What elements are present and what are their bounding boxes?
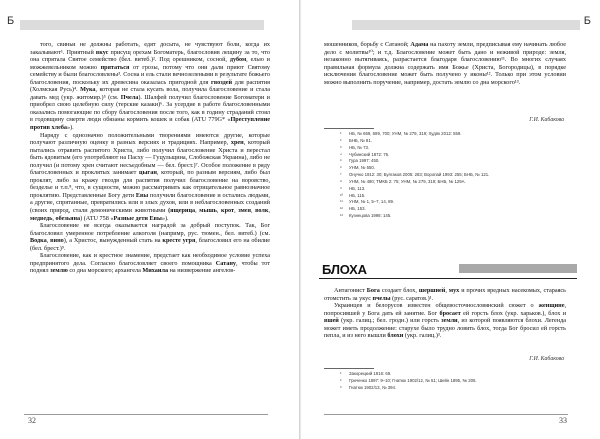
text-run: ³. (437, 332, 442, 340)
text-run: , чтобы тот поднял (30, 259, 270, 275)
text-run: , (445, 287, 449, 294)
footnote-text: НБ, 115. (349, 192, 366, 198)
text-run: ⁵ (см. (103, 93, 121, 101)
bold-term: цыган (139, 169, 157, 177)
author-signature-2: Г.И. Кабакова (529, 356, 564, 362)
bold-term: Пчела (120, 93, 139, 101)
paragraph (30, 222, 270, 252)
footnote-text: НБ, 153. (349, 206, 366, 212)
entry-heading-underline (319, 278, 577, 279)
text-run: , (216, 207, 221, 215)
text-run: ¹³. (514, 78, 521, 86)
footnote-text: БНБ, № 81. (349, 137, 372, 143)
text-run: создает блох, (379, 287, 419, 294)
footnote (340, 131, 565, 138)
text-run: (укр. галиц.; бел. гродн.) или горсть (338, 317, 442, 325)
bold-term: землю (50, 267, 68, 275)
right-intro-text (324, 41, 566, 86)
text-run: (укр. галиц.) (403, 332, 438, 340)
bold-term: шершней (418, 287, 446, 294)
footnote-text: УНМ, № 550. (349, 165, 375, 171)
bold-term: мышь (199, 207, 217, 215)
text-run: ⁴. (73, 86, 81, 94)
text-run: , из которой появляются блохи. Легенда может иметь продолжение: старухе было трудно ловить блох, тогда Бог бросил ей горсть пепла, и из него вышли (324, 317, 566, 340)
bold-term: бросает (439, 309, 461, 317)
footnote-text: Закорецкий 1916: 69. (349, 371, 392, 376)
text-run: ей горсть блох (укр. харьков.), блох и (460, 309, 567, 317)
bold-term: Преступление против хлеба (30, 116, 271, 132)
bold-term: гвоздей (211, 78, 233, 86)
bold-term: пчелы (372, 294, 391, 302)
left-bottom-rule (24, 414, 268, 415)
footnote-text: НБ, 113. (349, 185, 366, 191)
bold-term: медведь (30, 214, 53, 222)
bold-term: (ящерица (168, 207, 196, 215)
footnote-text: Гура 1997: 450. (349, 158, 380, 164)
footnote (340, 193, 565, 200)
left-page-text-column (30, 41, 270, 275)
text-run: , который пытались отравить распятого Христа, либо получил благословение Христа и перестал быть ядовитым (его употребляют на Пасху — Гуцульщина, Слобожская Украина), либо не получил (и потому хрен считают несъедобным — бел. брест.) (30, 139, 270, 169)
footnote-text: Чубинский 1872: 75. (349, 151, 390, 157)
footnote-separator-2 (324, 368, 374, 369)
text-run: ¹. (429, 294, 434, 302)
bold-term: дубом (229, 56, 247, 64)
text-run: Благословение, как и крестное знамение, предстает как необходимое условие успеха предпринятого дела. Согласно благословляет своего помощника (30, 252, 270, 267)
bold-term: земли (441, 317, 458, 325)
footnote (340, 378, 565, 385)
text-run: ³. Сосна и ель стали вечнозелеными в результате божьего благословения, поскольку их древесина оказалась пригодной для (30, 71, 271, 86)
footnote-text: НБ, № 659, 699, 700; УНМ, № 279, 319; Худяк 2012: 559. (349, 131, 462, 136)
left-running-head-band (20, 20, 264, 30)
left-running-letter: Б (7, 15, 15, 27)
footnote-number: ¹³ (340, 213, 343, 219)
footnote-text: Гриченко 1897: 9–10; Гнатюк 1902/12, № 51; Шейн 1895, № 205. (349, 377, 477, 383)
text-run: Наряду с однозначно положительными творениями имеются другие, которые получают различную оценку в разных версиях и традициях. Например, (30, 131, 270, 147)
text-run: на низвержение ангелов- (168, 267, 236, 275)
paragraph (30, 252, 270, 275)
text-run: ). Шалфей получил благословение Богоматери и приобрел свою целебную силу (терские казаки) (30, 93, 270, 109)
text-run: ) (АТU 758 « (80, 214, 114, 222)
footnote (340, 371, 565, 378)
text-run: Антагонист (334, 287, 367, 294)
text-run: ¹¹. Во многих случаях правильная формула должна содержать имя Божье (Христа, Богородицы), в порядке исключения благословение может быть получено у иконы (324, 56, 566, 79)
paragraph (324, 41, 566, 86)
text-run: ), а Христос, вынужденный стать на (63, 237, 163, 245)
text-run: , который, по разным версиям, либо был проклят, либо за кражу гвоздя для распятия получил благословение на воровство, безделье и т.п. (30, 169, 270, 192)
text-run: , (268, 207, 270, 215)
footnotes-block-2 (340, 371, 565, 392)
footnote-number: ³ (340, 144, 342, 150)
paragraph (324, 302, 566, 340)
bold-term: хрен (230, 139, 244, 147)
right-page-number: 33 (559, 416, 567, 425)
text-run: от грозы, потому что они дали приют Святому семейству и были благословлены (30, 63, 270, 79)
bold-term: Разные дети Евы (113, 214, 162, 222)
footnote (340, 165, 565, 172)
bold-term: Михаила (142, 267, 169, 275)
text-run: присущ орехам Богоматерь, благословив лещину за то, что она спрятала Святое семейство (бел. витеб.) (30, 48, 270, 64)
right-page (300, 0, 600, 439)
text-run: мошенников, борьбу с Сатаной; (324, 41, 411, 48)
text-run: (рус. саратов.) (390, 294, 430, 302)
footnote-text: Гнатюк 1902/13, № 394. (349, 384, 397, 390)
bold-term: прятаться (100, 63, 130, 71)
footnote (340, 213, 565, 220)
entry-heading: БЛОХА (322, 262, 367, 277)
bold-term: Евы (135, 191, 149, 199)
footnote-number: ⁸ (340, 178, 342, 184)
entry-heading-bar (319, 262, 577, 278)
bold-term: Мука (80, 86, 96, 94)
bold-term: обезьяна (55, 214, 81, 222)
text-run: ¹. Приятный (60, 48, 96, 56)
footnote-number: ² (340, 137, 342, 143)
footnote-number: ⁶ (340, 165, 342, 171)
footnote-number: ¹² (340, 206, 343, 212)
text-run: ². Под орешником, сосной, (153, 56, 230, 64)
text-run: на пахоту земли, предписывая ему начинать любое дело с молитвы (324, 41, 566, 56)
bold-term: кресте угря (162, 237, 196, 245)
text-run: со дна морского; архангела (67, 267, 143, 275)
text-run: получили благословение и остались людьми, а другие, спрятанные, превратились или в злых духов, или в неблагословенных созданий (своих природ, стали демоническими животными (30, 191, 270, 215)
footnote-number: ¹¹ (340, 199, 343, 205)
bold-term: крот (221, 207, 235, 215)
text-run: , (46, 237, 51, 245)
right-running-letter: Б (583, 15, 591, 27)
footnote-number: ⁴ (340, 151, 342, 157)
right-running-head-band (352, 20, 580, 30)
footnote-number: ¹ (340, 131, 342, 136)
footnote-separator-1 (324, 128, 374, 129)
bold-term: Сатану (215, 259, 237, 267)
bold-term: вшей (324, 317, 339, 325)
text-run: того, свиньи не должны работать, едят досыта, не чувствуют боли, когда их закалывают (30, 41, 270, 56)
bold-term: змея (238, 207, 251, 215)
footnote-number: ⁷ (340, 172, 342, 178)
footnote (340, 179, 565, 186)
footnote-number: ¹ (340, 371, 342, 376)
footnote-number: ⁹ (340, 185, 342, 191)
bold-term: вкус (95, 48, 109, 56)
footnote-number: ³ (340, 384, 342, 390)
bold-term: блохи (387, 332, 404, 340)
entry-heading-decoration (459, 264, 577, 273)
text-run: , которая не стала кусать вола, получила благословение и стала давать мед (укр. житомир.) (30, 86, 270, 101)
footnote-number: ¹⁰ (340, 192, 344, 198)
footnote (340, 385, 565, 392)
footnote (340, 172, 565, 179)
paragraph (30, 132, 270, 223)
text-run: , (52, 214, 56, 222)
footnote-text: УНМ, № 480; ТМКБ 2: 75; УНМ, № 279, 319; БНБ, № 129А. (349, 178, 466, 184)
bold-term: волк (255, 207, 269, 215)
bold-term: женщине (538, 302, 565, 310)
author-signature-1: Г.И. Кабакова (529, 117, 564, 123)
footnote-text: НБ, № 73. (349, 144, 370, 150)
footnote-text: Кузнецова 1998: 145. (349, 213, 392, 219)
text-run: ⁷. Особое положение в ряду благословенных и проклятых занимает (30, 161, 270, 177)
text-run: , (250, 207, 256, 215)
footnote (340, 186, 565, 193)
text-run: для распятия (Холмская Русь) (30, 78, 271, 94)
bold-term: Водка (30, 237, 47, 245)
footnote-text: УНМ, № 1, 5–7, 14, 89. (349, 199, 395, 205)
paragraph (324, 287, 566, 302)
text-run: ¹². Только при этом условии можно выполнить поручение, например, достать землю со дна морского (324, 71, 566, 86)
text-run: ⁶. За усердие в работе благословенными оказались помогающие по сбору благословения после того, как в годину страданий стоял в годовщину смерти люди обязаны кормить кошек и собак (АТU 779G (30, 101, 270, 124)
text-run: * « (222, 116, 231, 124)
text-run: , (234, 207, 239, 215)
footnote (340, 199, 565, 206)
bold-term: Адама (410, 41, 429, 48)
text-run: , благословил его на обилие (бел. брест.) (30, 237, 271, 252)
right-bottom-rule (324, 414, 568, 415)
footnotes-block-1 (340, 131, 565, 220)
text-run: Украинцев и белорусов известен общевосточнословянский сюжет о (334, 302, 539, 310)
text-run: ⁹. (61, 244, 66, 252)
text-run: Благословение не всегда оказывается наградой за добрый поступок. Так, Бог благословил умеренное потребление алкоголя (напримр, рус. тюмен., бел. витеб.) (см. (30, 222, 270, 237)
footnote (340, 206, 565, 213)
bold-term: Бога (366, 287, 380, 294)
text-run: и прочих вредных насекомых, стараясь отомстить за укус (324, 287, 567, 302)
text-run: , (195, 207, 200, 215)
text-run: , попросившей у Бога дать ей занятие. Бог (324, 302, 566, 317)
footnote-number: ⁵ (340, 158, 342, 164)
footnote-text: Онучко 1912: 30; Булгаков 2005: 283; Воропай 1993: 255; БНБ, № 121. (349, 172, 490, 178)
footnote-number: ² (340, 377, 342, 383)
bold-term: вино (50, 237, 64, 245)
text-run: ⁸, что, в сущности, можно рассматривать как отрицательное равнозначное проклятию. Представленные Богу дети (30, 184, 270, 199)
text-run: »). (67, 124, 74, 132)
paragraph (30, 41, 270, 132)
footnote (340, 152, 565, 159)
footnote (340, 138, 565, 145)
text-run: »). (161, 214, 169, 222)
text-run: , елью и можжевельником можно (30, 56, 270, 71)
entry-body-text (324, 287, 566, 340)
left-page-number: 32 (28, 416, 36, 425)
footnote (340, 145, 565, 152)
text-run: ¹⁰; и т.д. Благословение может быть дано и неживой природе: земля, незаконно вытягиваясь, разрастается благодаря благословению (324, 48, 566, 64)
footnote (340, 158, 565, 165)
bold-term: мух (448, 287, 460, 294)
